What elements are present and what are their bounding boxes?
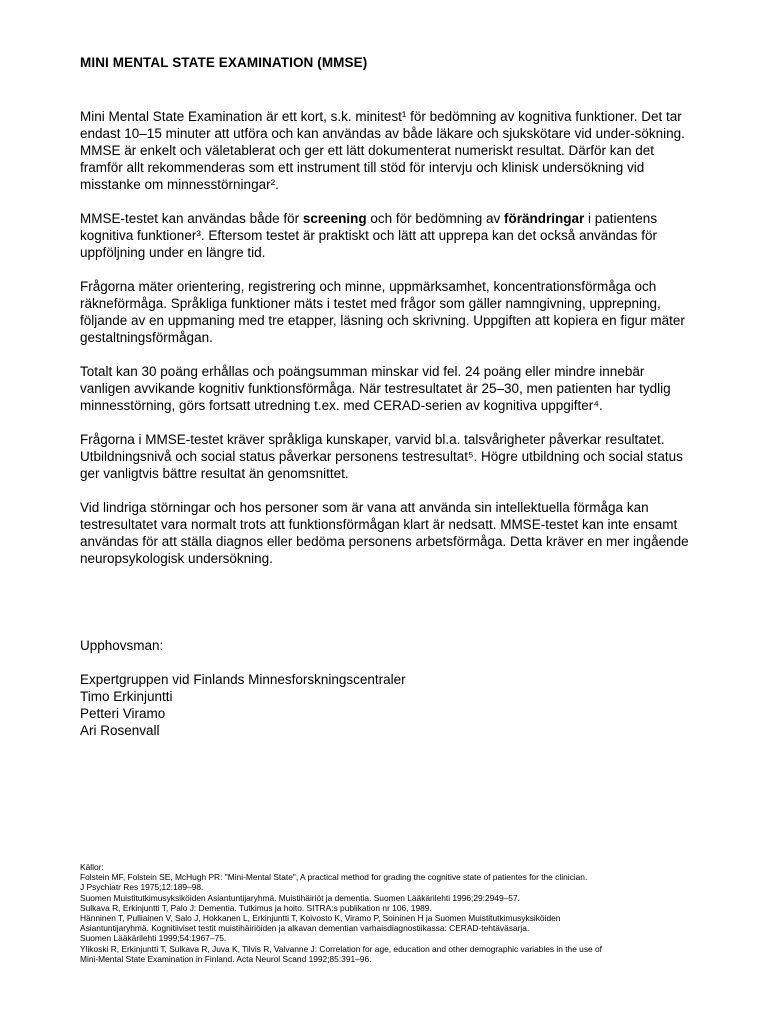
document-title: MINI MENTAL STATE EXAMINATION (MMSE) [80,55,368,70]
paragraph-intro: Mini Mental State Examination är ett kort, s.k. minitest¹ för bedömning av kognitiva funktioner. Det tar endast 10–15 minuter att utföra och kan användas av både läkare och sjukskötare vid under-sökning. MMSE är enkelt och väletablerat och ger ett lätt dokumenterat numeriskt resultat. Därför kan det framför allt rekommenderas som ett instrument till stöd för intervju och klinisk undersökning vid misstanke om minnesstörningar². [80,109,685,192]
reference-line: Suomen Lääkärilehti 1999;54:1967–75. [80,933,227,944]
document-body [80,108,695,584]
reference-line: J Psychiatr Res 1975;12:189–98. [80,882,204,893]
authors-label: Upphovsman: [80,638,164,653]
reference-line: Suomen Muistitutkimusyksiköiden Asiantuntijaryhmä. Muistihäiriöt ja dementia. Suomen Lääkärilehti 1996;29:2949–57. [80,892,520,903]
reference-line: Ylikoski R, Erkinjuntti T, Sulkava R, Juva K, Tilvis R, Valvanne J: Correlation for age, education and other demographic variables in the use of [80,943,602,954]
reference-line: Asiantuntijaryhmä. Kognitiiviset testit muistihäiriöiden ja alkavan dementian varhaisdiagnostiikassa: CERAD-tehtäväsarja. [80,923,530,934]
paragraph-usage-text-2: och för bedömning av [366,211,504,226]
author-name: Petteri Viramo [80,706,166,721]
reference-line: Sulkava R, Erkinjuntti T, Palo J: Dementia. Tutkimus ja hoito. SITRA:s publikation nr 106, 1989. [80,902,432,913]
author-name: Timo Erkinjuntti [80,689,173,704]
references-label: Källor: [80,862,104,872]
paragraph-usage-text-3: i patientens kognitiva funktioner³. Eftersom testet är praktiskt och lätt att upprepa kan det också användas för uppföljning under en längre tid. [80,211,658,260]
emphasis-screening: screening [302,211,367,226]
emphasis-forandringar: förändringar [504,211,585,226]
reference-line: Folstein MF, Folstein SE, McHugh PR: "Mini-Mental State", A practical method for grading the cognitive state of patientes for the clinician. [80,872,588,883]
paragraph-scoring: Totalt kan 30 poäng erhållas och poängsumman minskar vid fel. 24 poäng eller mindre innebär vanligen avvikande kognitiv funktionsförmåga. När testresultatet är 25–30, men patienten har tydlig minnesstörning, görs fortsatt utredning t.ex. med CERAD-serien av kognitiva uppgifter⁴. [80,364,671,413]
references-section [80,862,720,964]
reference-line: Mini-Mental State Examination in Finland. Acta Neurol Scand 1992;85:391–96. [80,953,372,964]
reference-line: Hänninen T, Pulliainen V, Salo J, Hokkanen L, Erkinjuntti T, Koivosto K, Viramo P, Soininen H ja Suomen Muistitutkimusyksiköiden [80,913,561,924]
paragraph-measures: Frågorna mäter orientering, registrering och minne, uppmärksamhet, koncentrationsförmåga och räkneförmåga. Språkliga funktioner mäts i testet med frågor som gäller namngivning, upprepning, följande av en uppmaning med tre etapper, läsning och skrivning. Uppgiften att kopiera en figur mäter gestaltningsförmågan. [80,279,685,345]
authors-section [80,637,406,739]
author-name: Expertgruppen vid Finlands Minnesforskningscentraler [80,672,406,687]
paragraph-usage-text-1: MMSE-testet kan användas både för [80,211,303,226]
paragraph-usage [80,210,695,261]
paragraph-language: Frågorna i MMSE-testet kräver språkliga kunskaper, varvid bl.a. talsvårigheter påverkar resultatet. Utbildningsnivå och social status påverkar personens testresultat⁵. Högre utbildning och social status ger vanligtvis bättre resultat än genomsnittet. [80,432,683,481]
author-name: Ari Rosenvall [80,723,160,738]
paragraph-limitations: Vid lindriga störningar och hos personer som är vana att använda sin intellektuella förmåga kan testresultatet vara normalt trots att funktionsförmågan klart är nedsatt. MMSE-testet kan inte ensamt användas för att ställa diagnos eller bedöma personens arbetsförmåga. Detta kräver en mer ingående neuropsykologisk undersökning. [80,500,689,566]
